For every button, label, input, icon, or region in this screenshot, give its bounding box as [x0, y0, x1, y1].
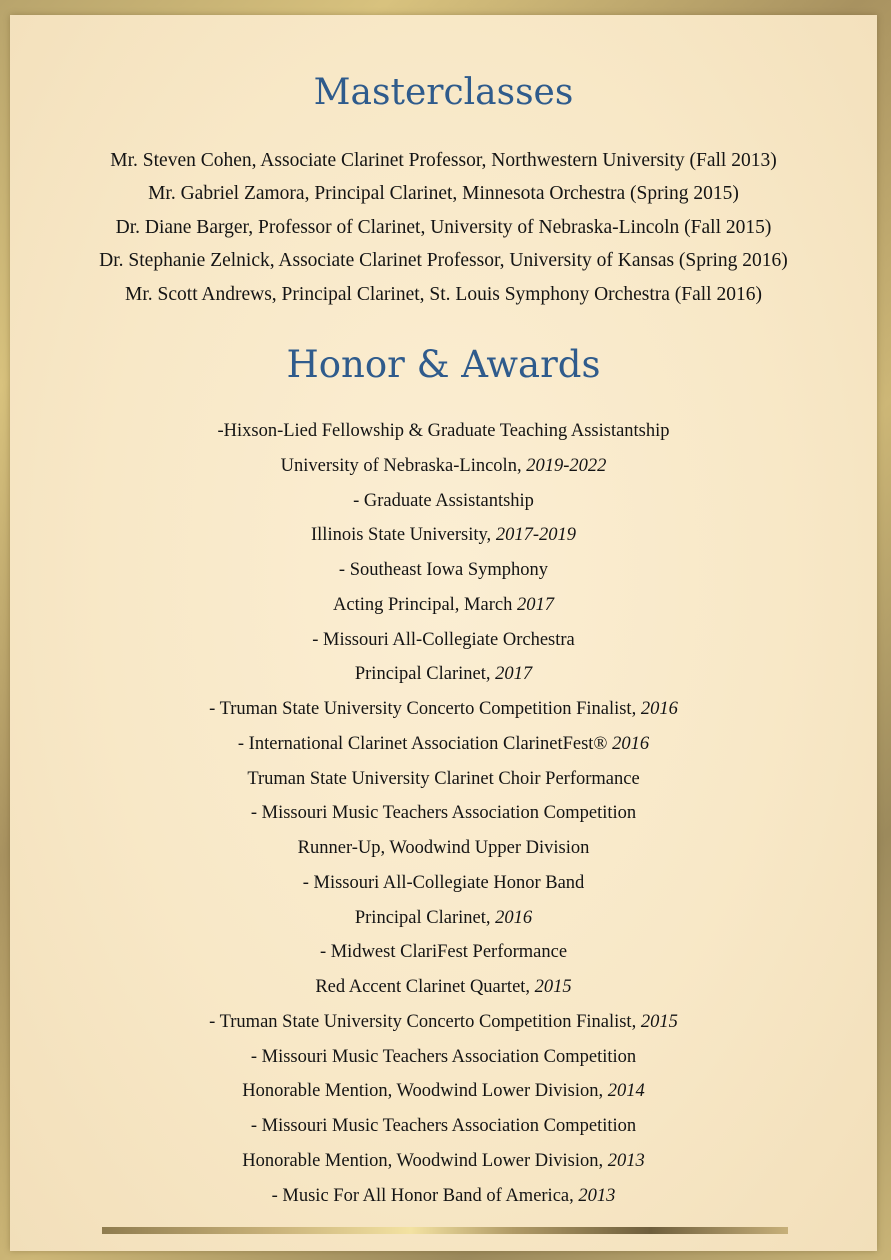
award-line	[10, 1144, 877, 1179]
award-year: 2017-2019	[495, 525, 576, 546]
award-text: - Missouri Music Teachers Association Competition	[250, 1046, 637, 1067]
award-line	[10, 657, 877, 692]
masterclass-item: Mr. Gabriel Zamora, Principal Clarinet, Minnesota Orchestra (Spring 2015)	[148, 183, 739, 205]
award-text: - Graduate Assistantship	[353, 490, 534, 511]
award-year: 2017	[495, 664, 533, 685]
award-line	[10, 1040, 877, 1075]
award-text: Illinois State University,	[311, 525, 496, 546]
award-line	[10, 623, 877, 658]
award-line	[10, 449, 877, 484]
award-text: - Music For All Honor Band of America,	[271, 1185, 579, 1206]
masterclasses-title: Masterclasses	[313, 72, 574, 113]
award-line	[10, 831, 877, 866]
masterclass-item: Mr. Steven Cohen, Associate Clarinet Professor, Northwestern University (Fall 2013)	[110, 150, 777, 171]
award-line	[10, 414, 877, 449]
award-line	[10, 866, 877, 901]
award-text: -Hixson-Lied Fellowship & Graduate Teaching Assistantship	[217, 421, 670, 441]
award-text: Honorable Mention, Woodwind Lower Division,	[242, 1150, 608, 1171]
award-text: University of Nebraska-Lincoln,	[280, 455, 527, 476]
award-year: 2016	[612, 733, 650, 754]
masterclasses-list	[10, 144, 877, 311]
award-text: - Midwest ClariFest Performance	[319, 942, 568, 963]
award-year: 2013	[607, 1150, 645, 1171]
award-line	[10, 762, 877, 797]
award-text: - Truman State University Concerto Competition Finalist,	[209, 1011, 641, 1032]
award-line	[10, 484, 877, 519]
award-text: - Truman State University Concerto Competition Finalist,	[209, 699, 641, 719]
award-year: 2015	[534, 977, 572, 997]
awards-title: Honor & Awards	[286, 343, 601, 386]
award-text: Principal Clarinet,	[354, 664, 496, 685]
award-text: Red Accent Clarinet Quartet,	[315, 977, 535, 997]
award-year: 2016	[640, 699, 678, 719]
masterclass-item: Mr. Scott Andrews, Principal Clarinet, St. Louis Symphony Orchestra (Fall 2016)	[125, 283, 762, 305]
award-line	[10, 970, 877, 1005]
award-text: - Missouri Music Teachers Association Competition	[250, 803, 637, 824]
award-line	[10, 901, 877, 936]
decorative-divider	[102, 1227, 788, 1234]
award-line	[10, 935, 877, 970]
awards-list	[10, 414, 877, 1213]
award-year: 2019-2022	[526, 455, 607, 476]
award-line	[10, 727, 877, 762]
award-year: 2016	[495, 907, 533, 928]
award-text: Acting Principal, March	[333, 594, 517, 615]
award-text: - Southeast Iowa Symphony	[338, 560, 549, 580]
award-text: - Missouri Music Teachers Association Competition	[250, 1116, 637, 1136]
award-line	[10, 1005, 877, 1040]
award-line	[10, 1074, 877, 1109]
award-line	[10, 588, 877, 623]
award-text: - International Clarinet Association ClarinetFest®	[237, 733, 613, 754]
award-text: Principal Clarinet,	[354, 907, 496, 928]
award-line	[10, 553, 877, 588]
page-paper	[10, 15, 877, 1251]
award-text: Honorable Mention, Woodwind Lower Division,	[242, 1081, 608, 1102]
masterclass-item: Dr. Stephanie Zelnick, Associate Clarinet Professor, University of Kansas (Spring 2016)	[99, 250, 788, 272]
award-year: 2015	[640, 1011, 678, 1032]
award-text: Truman State University Clarinet Choir Performance	[247, 768, 640, 789]
award-line	[10, 1109, 877, 1144]
award-text: - Missouri All-Collegiate Honor Band	[302, 872, 585, 893]
award-line	[10, 692, 877, 727]
award-text: - Missouri All-Collegiate Orchestra	[312, 629, 575, 650]
award-year: 2013	[578, 1185, 616, 1206]
masterclass-item: Dr. Diane Barger, Professor of Clarinet, University of Nebraska-Lincoln (Fall 2015)	[115, 216, 772, 238]
award-year: 2014	[607, 1081, 645, 1102]
award-year: 2017	[516, 594, 554, 615]
award-line	[10, 1179, 877, 1214]
award-line	[10, 796, 877, 831]
award-text: Runner-Up, Woodwind Upper Division	[297, 838, 590, 858]
award-line	[10, 518, 877, 553]
